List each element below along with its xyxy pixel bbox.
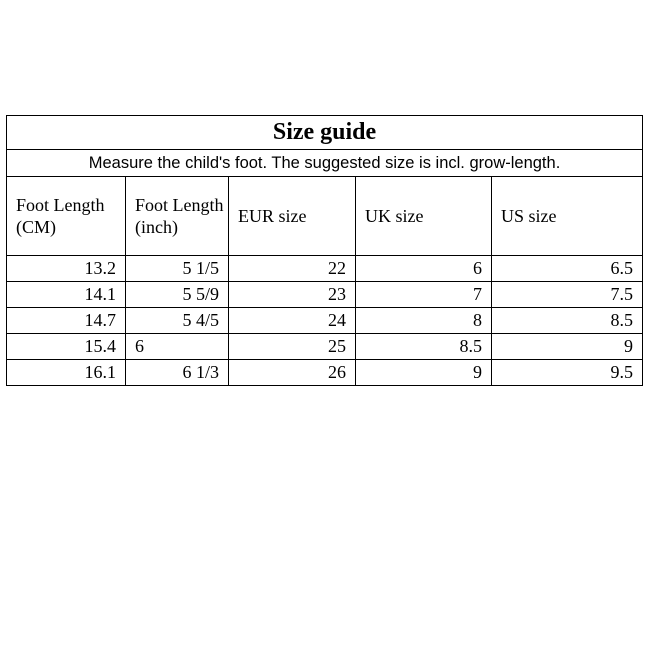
header-uk-size: UK size bbox=[356, 177, 492, 256]
table-row bbox=[7, 334, 643, 360]
cell-foot-cm: 13.2 bbox=[7, 256, 126, 282]
cell-foot-cm: 14.7 bbox=[7, 308, 126, 334]
cell-us: 7.5 bbox=[492, 282, 643, 308]
header-row bbox=[7, 177, 643, 256]
size-table bbox=[6, 115, 643, 386]
title-row bbox=[7, 116, 643, 150]
cell-foot-cm: 14.1 bbox=[7, 282, 126, 308]
size-guide bbox=[6, 115, 642, 386]
cell-foot-inch: 5 1/5 bbox=[126, 256, 229, 282]
cell-foot-cm: 15.4 bbox=[7, 334, 126, 360]
cell-us: 8.5 bbox=[492, 308, 643, 334]
cell-foot-inch: 6 bbox=[126, 334, 229, 360]
cell-us: 9 bbox=[492, 334, 643, 360]
table-row bbox=[7, 282, 643, 308]
cell-us: 6.5 bbox=[492, 256, 643, 282]
cell-uk: 6 bbox=[356, 256, 492, 282]
cell-foot-cm: 16.1 bbox=[7, 360, 126, 386]
cell-uk: 8.5 bbox=[356, 334, 492, 360]
cell-eur: 26 bbox=[229, 360, 356, 386]
cell-eur: 25 bbox=[229, 334, 356, 360]
header-eur-size: EUR size bbox=[229, 177, 356, 256]
header-foot-length-inch: Foot Length (inch) bbox=[126, 177, 229, 256]
table-row bbox=[7, 360, 643, 386]
cell-uk: 9 bbox=[356, 360, 492, 386]
cell-foot-inch: 5 4/5 bbox=[126, 308, 229, 334]
cell-foot-inch: 5 5/9 bbox=[126, 282, 229, 308]
cell-us: 9.5 bbox=[492, 360, 643, 386]
cell-uk: 7 bbox=[356, 282, 492, 308]
subtitle-row bbox=[7, 150, 643, 177]
cell-eur: 24 bbox=[229, 308, 356, 334]
cell-eur: 23 bbox=[229, 282, 356, 308]
header-foot-length-cm: Foot Length (CM) bbox=[7, 177, 126, 256]
cell-foot-inch: 6 1/3 bbox=[126, 360, 229, 386]
header-us-size: US size bbox=[492, 177, 643, 256]
table-subtitle: Measure the child's foot. The suggested size is incl. grow-length. bbox=[7, 150, 643, 177]
table-title: Size guide bbox=[7, 116, 643, 150]
cell-eur: 22 bbox=[229, 256, 356, 282]
table-row bbox=[7, 308, 643, 334]
table-row bbox=[7, 256, 643, 282]
cell-uk: 8 bbox=[356, 308, 492, 334]
